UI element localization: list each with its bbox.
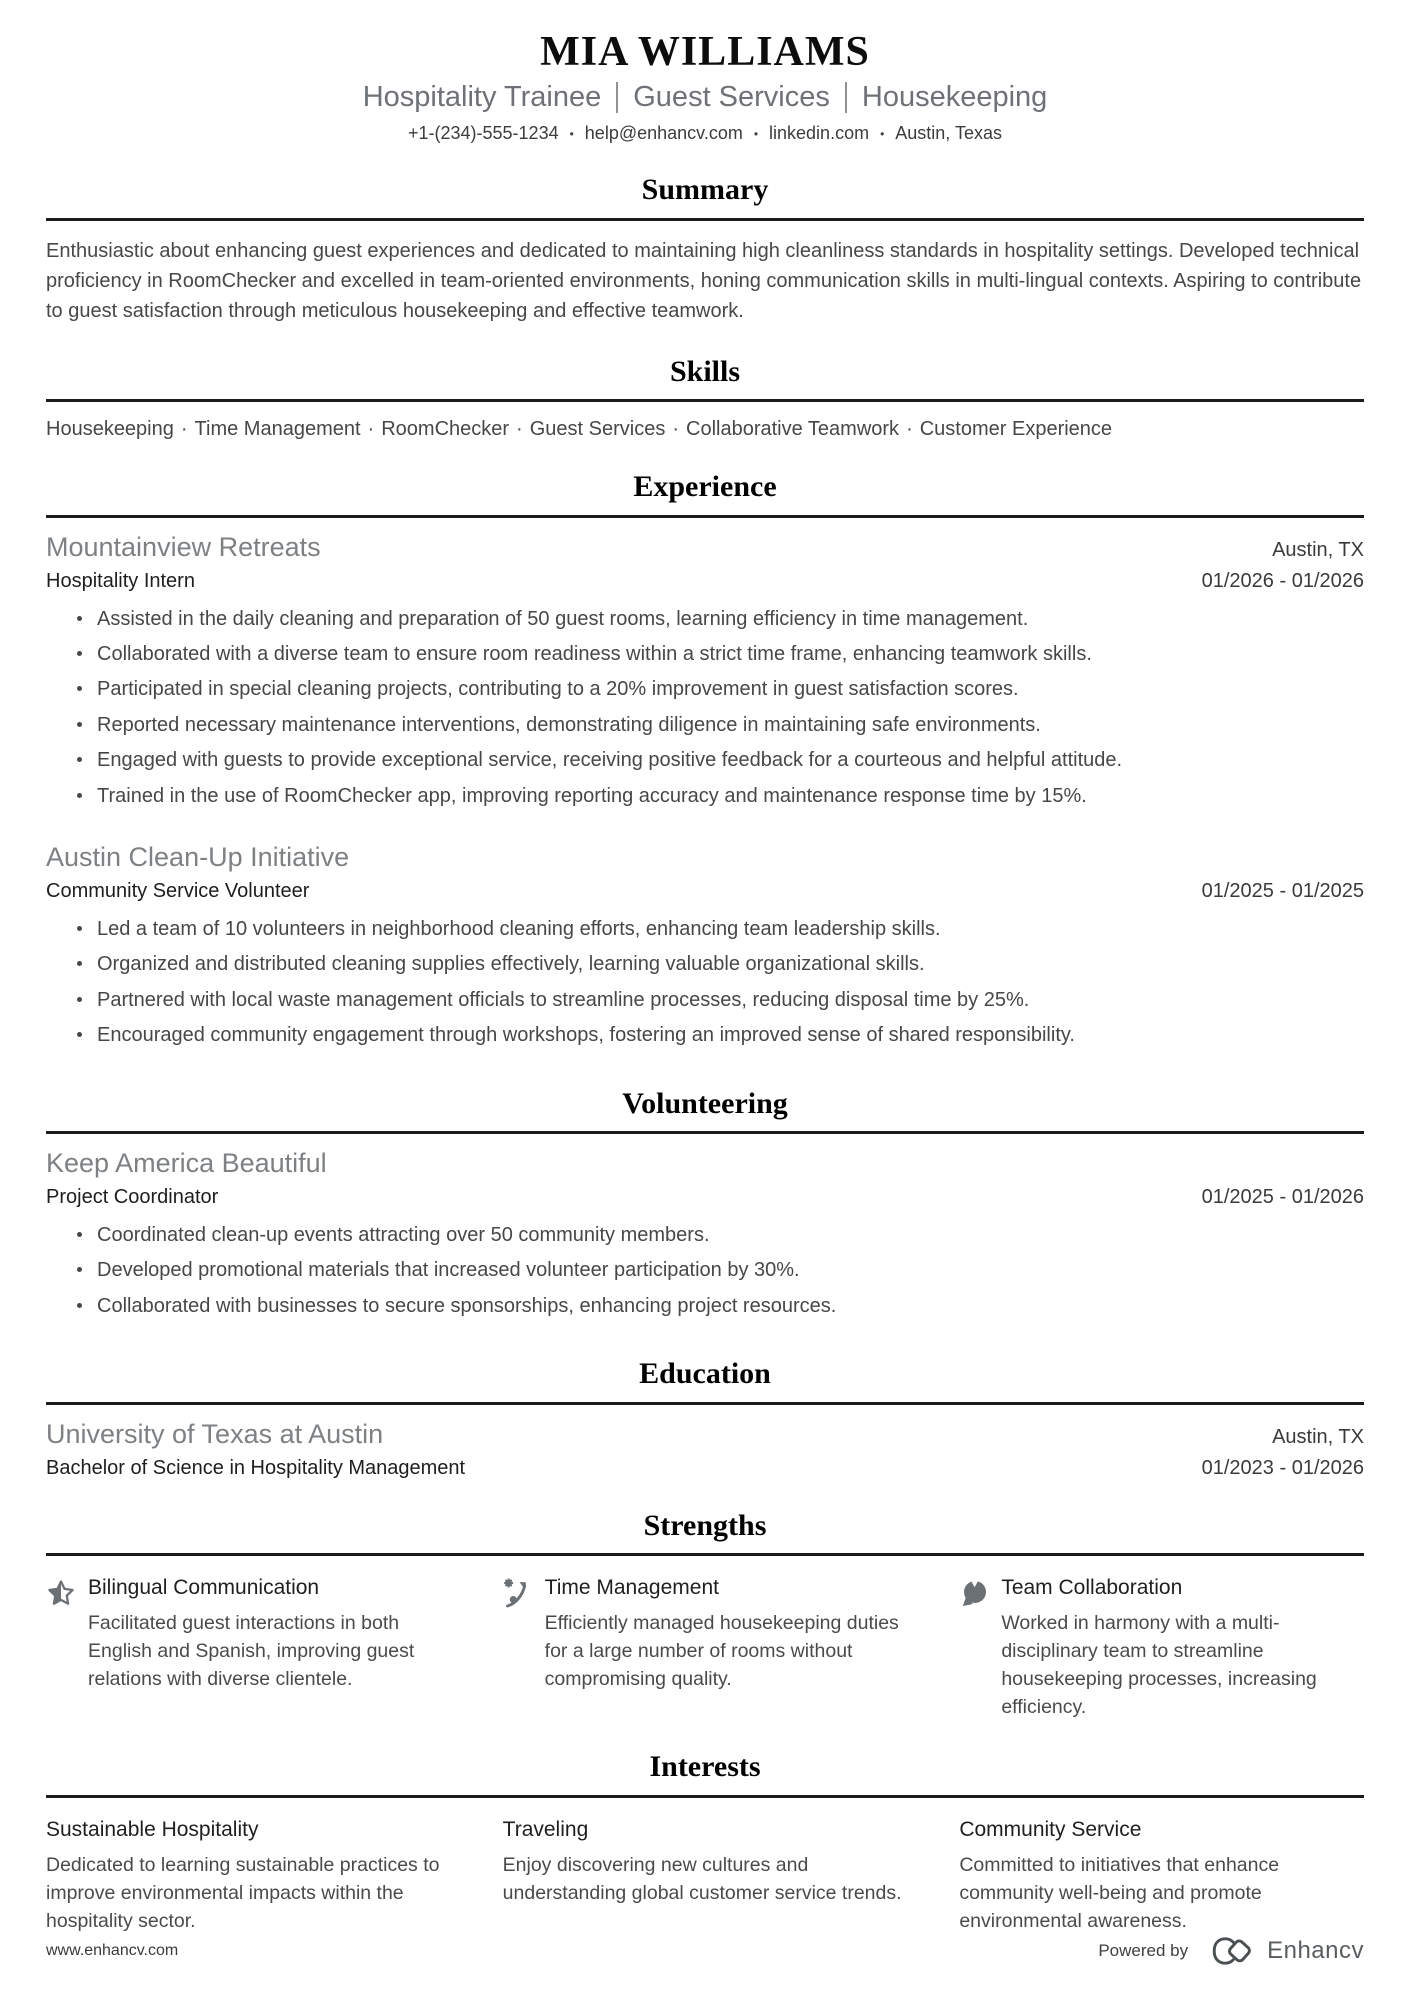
entry-subheader <box>46 880 1364 903</box>
website-link[interactable]: www.enhancv.com <box>46 1942 179 1959</box>
section-title: Summary <box>641 173 769 207</box>
powered-by-block <box>1098 1933 1364 1969</box>
skill-item: Housekeeping <box>46 418 174 441</box>
bullet-item: Participated in special cleaning projects, contributing to a 20% improvement in guest satisfaction scores. <box>76 676 1364 711</box>
skill-item: RoomChecker <box>381 418 510 441</box>
bullet-list <box>46 1222 1364 1328</box>
job-title: Community Service Volunteer <box>46 879 310 902</box>
candidate-titles <box>46 81 1364 114</box>
strength-item <box>959 1576 1364 1721</box>
section-rule <box>46 1131 1364 1134</box>
interest-text: Dedicated to learning sustainable practices to improve environmental impacts within the hospitality sector. <box>46 1853 440 1932</box>
strength-text: Efficiently managed housekeeping duties for a large number of rooms without compromising quality. <box>544 1612 899 1691</box>
entry-header <box>46 532 1364 563</box>
bullet-item: Collaborated with a diverse team to ensure room readiness within a strict time frame, enhancing teamwork skills. <box>76 641 1364 676</box>
interest-item <box>503 1818 908 1935</box>
skill-item: Guest Services <box>529 418 666 441</box>
experience-entry <box>46 532 1364 818</box>
resume-header <box>46 30 1364 144</box>
candidate-name: MIA WILLIAMS <box>540 29 870 75</box>
title-item: Hospitality Trainee <box>362 81 602 114</box>
bullet-list <box>46 606 1364 818</box>
section-volunteering <box>46 1087 1364 1329</box>
location-text: Austin, Texas <box>895 123 1003 144</box>
section-title: Interests <box>649 1750 761 1784</box>
skill-item: Collaborative Teamwork <box>686 418 900 441</box>
entry-subheader <box>46 1457 1364 1480</box>
divider-bar <box>845 82 847 113</box>
interest-title: Traveling <box>502 1817 589 1841</box>
linkedin-link[interactable]: linkedin.com <box>769 123 870 144</box>
interest-item <box>46 1818 451 1935</box>
section-experience <box>46 470 1364 1057</box>
skill-item: Customer Experience <box>919 418 1113 441</box>
bullet-item: Partnered with local waste management officials to streamline processes, reducing disposal time by 25%. <box>76 987 1364 1022</box>
entry-dates: 01/2026 - 01/2026 <box>1201 569 1364 592</box>
strength-body <box>88 1576 451 1693</box>
job-title: Hospitality Intern <box>46 569 195 592</box>
bullet-separator: • <box>753 126 759 141</box>
volunteering-entry <box>46 1148 1364 1328</box>
dot-separator: · <box>516 418 523 441</box>
section-title: Skills <box>669 354 741 388</box>
section-title: Volunteering <box>622 1086 788 1120</box>
enhancv-brand[interactable] <box>1204 1933 1364 1969</box>
bullet-item: Developed promotional materials that increased volunteer participation by 30%. <box>76 1257 1364 1292</box>
strength-body <box>545 1576 908 1693</box>
strength-item <box>46 1576 451 1721</box>
bullet-item: Assisted in the daily cleaning and preparation of 50 guest rooms, learning efficiency in time management. <box>76 606 1364 641</box>
bullet-item: Led a team of 10 volunteers in neighborhood cleaning efforts, enhancing team leadership skills. <box>76 916 1364 951</box>
percent-growth-icon <box>503 1578 533 1608</box>
strength-text: Facilitated guest interactions in both English and Spanish, improving guest relations with diverse clientele. <box>88 1612 415 1691</box>
strength-title: Bilingual Communication <box>88 1576 320 1600</box>
entry-dates: 01/2025 - 01/2026 <box>1201 1186 1364 1208</box>
interest-text: Committed to initiatives that enhance community well-being and promote environmental awareness. <box>959 1853 1280 1932</box>
bullet-separator: • <box>569 126 574 141</box>
bullet-item: Encouraged community engagement through workshops, fostering an improved sense of shared responsibility. <box>76 1022 1364 1057</box>
section-rule <box>46 515 1364 518</box>
entry-subheader <box>46 1186 1364 1209</box>
enhancv-wordmark: Enhancv <box>1267 1937 1364 1964</box>
section-skills <box>46 355 1364 442</box>
section-interests <box>46 1750 1364 1935</box>
school-name: University of Texas at Austin <box>46 1418 384 1449</box>
section-title: Strengths <box>643 1508 767 1542</box>
strength-body <box>1001 1576 1364 1721</box>
experience-entry <box>46 842 1364 1058</box>
entry-dates: 01/2025 - 01/2025 <box>1201 879 1364 902</box>
strength-title: Time Management <box>544 1576 719 1600</box>
dot-separator: · <box>906 418 913 441</box>
enhancv-logo-icon <box>1204 1933 1258 1969</box>
bullet-item: Engaged with guests to provide exceptional service, receiving positive feedback for a courteous and helpful attitude. <box>76 747 1364 782</box>
company-name: Austin Clean-Up Initiative <box>46 841 350 872</box>
interest-title: Community Service <box>959 1817 1142 1841</box>
email-link[interactable]: help@enhancv.com <box>584 123 743 144</box>
entry-location: Austin, TX <box>1272 1425 1364 1448</box>
skills-list <box>46 418 1364 441</box>
section-rule <box>46 218 1364 221</box>
education-entry <box>46 1419 1364 1480</box>
interest-title: Sustainable Hospitality <box>46 1817 259 1841</box>
organization-name: Keep America Beautiful <box>46 1148 327 1178</box>
page-footer <box>46 1933 1364 1969</box>
strength-text: Worked in harmony with a multi-disciplinary team to streamline housekeeping processes, increasing efficiency. <box>1001 1612 1317 1719</box>
strengths-grid <box>46 1576 1364 1721</box>
entry-subheader <box>46 570 1364 593</box>
summary-text: Enthusiastic about enhancing guest experiences and dedicated to maintaining high cleanliness standards in hospitality settings. Developed technical proficiency in RoomChecker and excelled in team-oriented environments, honing communication skills in multi-lingual contexts. Aspiring to contribute to guest satisfaction through meticulous housekeeping and effective teamwork. <box>46 239 1362 322</box>
phone-number: +1-(234)-555-1234 <box>407 123 559 144</box>
section-title: Education <box>639 1357 771 1391</box>
bullet-item: Trained in the use of RoomChecker app, improving reporting accuracy and maintenance response time by 15%. <box>76 783 1364 818</box>
section-rule <box>46 399 1364 402</box>
powered-by-label: Powered by <box>1098 1941 1189 1960</box>
section-rule <box>46 1553 1364 1556</box>
section-title: Experience <box>633 470 777 504</box>
degree-title: Bachelor of Science in Hospitality Management <box>46 1456 466 1479</box>
role-title: Project Coordinator <box>46 1186 219 1208</box>
strength-item <box>503 1576 908 1721</box>
entry-header <box>46 1148 1364 1179</box>
section-summary <box>46 173 1364 326</box>
head-profile-icon <box>959 1578 989 1608</box>
half-star-icon <box>46 1578 76 1608</box>
entry-header <box>46 842 1364 873</box>
interest-text: Enjoy discovering new cultures and understanding global customer service trends. <box>502 1853 902 1904</box>
interests-grid <box>46 1818 1364 1935</box>
section-rule <box>46 1402 1364 1405</box>
bullet-item: Coordinated clean-up events attracting over 50 community members. <box>76 1222 1364 1257</box>
entry-location: Austin, TX <box>1272 538 1364 561</box>
dot-separator: · <box>367 418 375 441</box>
bullet-item: Collaborated with businesses to secure sponsorships, enhancing project resources. <box>76 1293 1364 1328</box>
divider-bar <box>616 82 618 113</box>
strength-title: Team Collaboration <box>1001 1576 1183 1600</box>
title-item: Housekeeping <box>861 81 1048 114</box>
entry-header <box>46 1419 1364 1450</box>
section-rule <box>46 1795 1364 1798</box>
dot-separator: · <box>180 418 188 441</box>
bullet-item: Reported necessary maintenance interventions, demonstrating diligence in maintaining safe environments. <box>76 712 1364 747</box>
bullet-list <box>46 916 1364 1058</box>
section-education <box>46 1357 1364 1480</box>
title-item: Guest Services <box>633 81 830 114</box>
interest-item <box>959 1818 1364 1935</box>
entry-dates: 01/2023 - 01/2026 <box>1201 1456 1364 1479</box>
dot-separator: · <box>672 418 679 441</box>
section-strengths <box>46 1509 1364 1722</box>
bullet-item: Organized and distributed cleaning supplies effectively, learning valuable organizational skills. <box>76 951 1364 986</box>
company-name: Mountainview Retreats <box>46 531 321 562</box>
contact-line <box>46 123 1364 144</box>
skill-item: Time Management <box>194 418 361 441</box>
bullet-separator: • <box>880 126 885 141</box>
